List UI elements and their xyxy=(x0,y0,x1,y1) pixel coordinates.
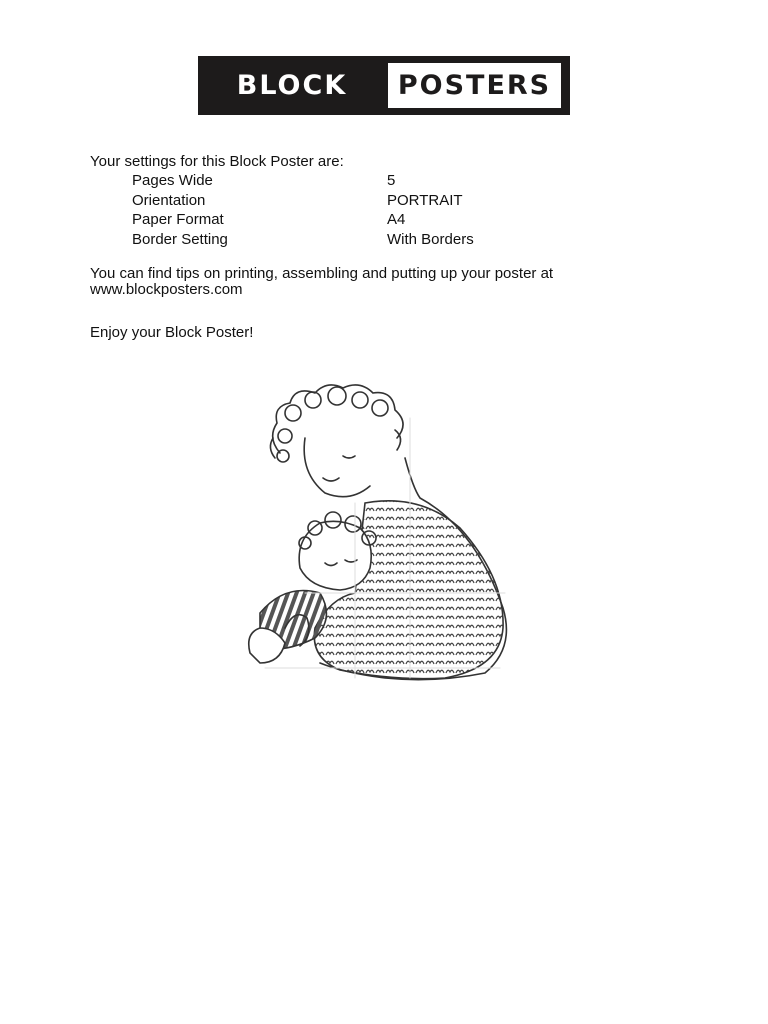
enjoy-message: Enjoy your Block Poster! xyxy=(90,324,254,341)
setting-value: With Borders xyxy=(387,230,474,248)
tips-paragraph xyxy=(90,266,610,298)
setting-label: Border Setting xyxy=(132,230,228,248)
logo-block-text: BLOCK xyxy=(236,70,348,101)
parent-hugging-child-sketch-icon xyxy=(245,378,520,683)
logo-posters-text: POSTERS xyxy=(388,63,561,108)
setting-label: Pages Wide xyxy=(132,172,213,189)
setting-label: Paper Format xyxy=(132,211,224,229)
settings-intro: Your settings for this Block Poster are: xyxy=(90,153,344,170)
setting-value: PORTRAIT xyxy=(387,191,463,209)
block-posters-logo xyxy=(198,56,570,115)
setting-value: A4 xyxy=(387,211,406,229)
tips-text: You can find tips on printing, assembling and putting up your poster at xyxy=(90,265,554,282)
setting-label: Orientation xyxy=(132,191,206,209)
setting-value: 5 xyxy=(387,172,396,189)
website-text: www.blockposters.com xyxy=(90,281,243,298)
